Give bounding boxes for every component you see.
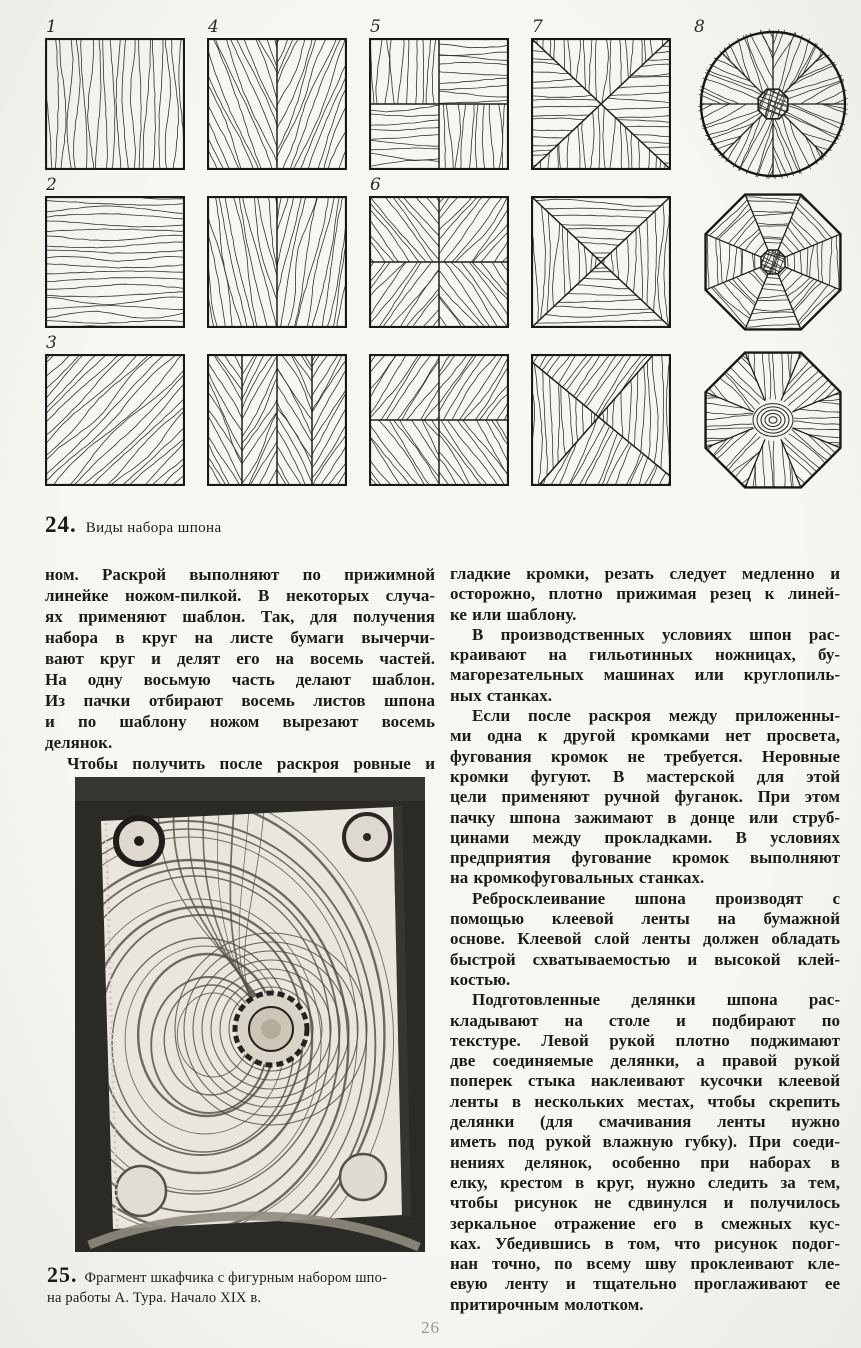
text-line: нениях делянок, особенно при наборах в bbox=[450, 1152, 840, 1172]
text-line: елку, крестом в круг, нужно следить за тем, bbox=[450, 1172, 840, 1192]
figure-24-grid bbox=[0, 0, 861, 486]
text-line: и по шаблону ножом вырезают восемь bbox=[45, 712, 435, 731]
figure-24-caption bbox=[45, 512, 861, 538]
veneer-pattern-r3c5 bbox=[693, 354, 853, 486]
veneer-pattern-r3c3 bbox=[369, 354, 509, 486]
figure-number: 5 bbox=[370, 17, 381, 37]
text-line: ке или шаблону. bbox=[450, 604, 577, 624]
figure-number: 2 bbox=[46, 175, 57, 195]
text-line: гладкие кромки, резать следует медленно и bbox=[450, 564, 840, 583]
figure-24-row-3 bbox=[45, 333, 861, 486]
text-line: делянки (для смачивания ленты нужно bbox=[450, 1112, 840, 1132]
figure-number: 3 bbox=[46, 333, 57, 353]
cabinet-photo bbox=[75, 777, 425, 1252]
text-line: магорезательных машинах или круглопиль- bbox=[450, 665, 840, 685]
veneer-pattern-svg bbox=[369, 38, 509, 170]
text-line: линейке ножом-пилкой. В некоторых случа- bbox=[45, 586, 435, 605]
text-line: Ребросклеивание шпона производят с bbox=[472, 888, 840, 908]
figure-number: 6 bbox=[370, 175, 381, 195]
right-column bbox=[450, 564, 840, 1315]
text-line: Подготовленные делянки шпона рас- bbox=[472, 990, 840, 1010]
text-line: костью. bbox=[450, 969, 511, 989]
veneer-pattern-svg bbox=[693, 344, 853, 496]
text-line: ях применяют шаблон. Так, для получения bbox=[45, 607, 435, 626]
figure-25-photo bbox=[75, 777, 425, 1252]
text-line: ми одна к другой кромками нет просвета, bbox=[450, 726, 840, 746]
text-line: ленты в нескольких местах, чтобы скрепить bbox=[450, 1091, 840, 1111]
veneer-pattern-r3c2 bbox=[207, 354, 347, 486]
text-line: предприятия фугование кромок выполняют bbox=[450, 848, 840, 868]
figure-24-row-1 bbox=[45, 17, 861, 170]
text-line: цели применяют ручной фуганок. При этом bbox=[450, 787, 840, 807]
text-line: поперек стыка наклеивают кусочки клеевой bbox=[450, 1071, 840, 1091]
veneer-pattern-svg bbox=[45, 196, 185, 328]
text-line: На одну восьмую часть делают шаблон. bbox=[45, 670, 435, 689]
veneer-pattern-svg bbox=[531, 38, 671, 170]
veneer-pattern-svg bbox=[693, 186, 853, 338]
veneer-pattern-8 bbox=[693, 17, 853, 170]
left-column bbox=[45, 564, 435, 1315]
text-line: кромки фугуют. В мастерской для этой bbox=[450, 766, 840, 786]
text-line: осторожно, плотно прижимая резец к линей- bbox=[450, 584, 840, 604]
figure-24-number: 24. bbox=[45, 512, 77, 537]
text-line: В производственных условиях шпон рас- bbox=[472, 624, 840, 644]
text-line: две соединяемые делянки, а правой рукой bbox=[450, 1051, 840, 1071]
text-line: быстрой схватываемостью и высокой клей- bbox=[450, 949, 840, 969]
text-line: фугования кромок не требуется. Неровные bbox=[450, 746, 840, 766]
text-line: Чтобы получить после раскроя ровные и bbox=[67, 754, 435, 773]
veneer-pattern-r2c2 bbox=[207, 196, 347, 328]
veneer-pattern-svg bbox=[207, 38, 347, 170]
veneer-pattern-svg bbox=[531, 354, 671, 486]
text-line: набора в круг на листе бумаги вычерчи- bbox=[45, 628, 435, 647]
text-line: евую ленту и тщательно проглаживают ее bbox=[450, 1274, 840, 1294]
figure-24-caption-text: Виды набора шпона bbox=[85, 520, 222, 536]
right-column-text bbox=[450, 564, 840, 1315]
text-line: помощью клеевой ленты на бумажной bbox=[450, 909, 840, 929]
veneer-pattern-4 bbox=[207, 17, 347, 170]
veneer-pattern-svg bbox=[45, 354, 185, 486]
veneer-pattern-svg bbox=[207, 196, 347, 328]
text-line: ном. Раскрой выполняют по прижимной bbox=[45, 565, 435, 584]
text-line: основе. Клеевой слой ленты должен обладать bbox=[450, 929, 840, 949]
veneer-pattern-5 bbox=[369, 17, 509, 170]
text-line: на кромкофуговальных станках. bbox=[450, 868, 705, 888]
text-line: краивают на гильотинных ножницах, бу- bbox=[450, 645, 840, 665]
left-column-text bbox=[45, 564, 435, 774]
text-line: Если после раскроя между приложенны- bbox=[472, 706, 840, 726]
text-line: нан точно, по всему шву проклеивают кле- bbox=[450, 1254, 840, 1274]
veneer-pattern-svg bbox=[207, 354, 347, 486]
figure-25-caption-line2: на работы А. Тура. Начало XIX в. bbox=[47, 1290, 262, 1306]
figure-number: 1 bbox=[46, 17, 57, 37]
veneer-pattern-1 bbox=[45, 17, 185, 170]
page-number: 26 bbox=[421, 1318, 440, 1337]
text-line: кладывают на столе и подбирают по bbox=[450, 1010, 840, 1030]
veneer-pattern-2 bbox=[45, 175, 185, 328]
text-line: Из пачки отбирают восемь листов шпона bbox=[45, 691, 435, 710]
veneer-pattern-6 bbox=[369, 175, 509, 328]
veneer-pattern-3 bbox=[45, 333, 185, 486]
veneer-pattern-svg bbox=[693, 28, 853, 180]
figure-number: 4 bbox=[208, 17, 219, 37]
text-line: делянок. bbox=[45, 733, 113, 752]
veneer-pattern-svg bbox=[369, 354, 509, 486]
text-line: цинами между прокладками. В условиях bbox=[450, 827, 840, 847]
text-line: ных станках. bbox=[450, 685, 553, 705]
text-line: пачку шпона зажимают в донце или струб- bbox=[450, 807, 840, 827]
veneer-pattern-r2c5 bbox=[693, 196, 853, 328]
body-text bbox=[0, 564, 861, 1315]
text-line: чтобы рисунок не сдвинулся и получилось bbox=[450, 1193, 840, 1213]
figure-25-number: 25. bbox=[47, 1262, 78, 1287]
figure-25-caption-line1: Фрагмент шкафчика с фигурным набором шпо- bbox=[84, 1270, 388, 1286]
veneer-pattern-r2c4 bbox=[531, 196, 671, 328]
veneer-pattern-r3c4 bbox=[531, 354, 671, 486]
veneer-pattern-7 bbox=[531, 17, 671, 170]
text-line: ках. Убедившись в том, что рисунок подог- bbox=[450, 1233, 840, 1253]
text-line: притирочным молотком. bbox=[450, 1294, 644, 1314]
text-line: иметь под рукой влажную губку). При соеди- bbox=[450, 1132, 840, 1152]
text-line: вают круг и делят его на восемь частей. bbox=[45, 649, 435, 668]
veneer-pattern-svg bbox=[531, 196, 671, 328]
figure-25-caption bbox=[47, 1262, 425, 1307]
figure-24-row-2 bbox=[45, 175, 861, 328]
text-line: зеркальное отражение его в смежных кус- bbox=[450, 1213, 840, 1233]
figure-number: 7 bbox=[532, 17, 543, 37]
veneer-pattern-svg bbox=[369, 196, 509, 328]
figure-number: 8 bbox=[694, 17, 705, 37]
veneer-pattern-svg bbox=[45, 38, 185, 170]
text-line: текстуре. Левой рукой плотно поджимают bbox=[450, 1030, 840, 1050]
